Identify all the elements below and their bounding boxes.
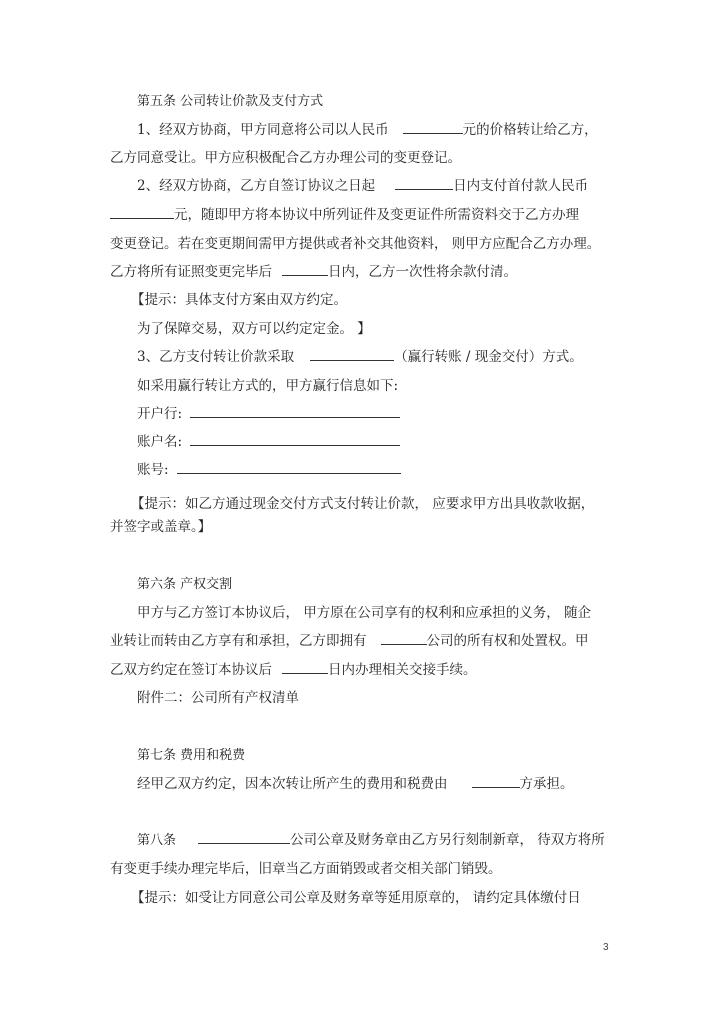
handover-days-blank[interactable] [282, 661, 328, 674]
tip-1-line-1: 【提示：具体支付方案由双方约定。 [131, 292, 347, 308]
article-8-line-1: 第八条 公司公章及财务章由乙方另行刻制新章， 待双方将所 [137, 832, 605, 848]
bank-field: 开户行: [137, 405, 400, 423]
article-5-para-3-line-1: 3、乙方支付转让价款采取 （赢行转账 / 现金交付）方式。 [137, 349, 583, 365]
article-5-para-2-line-2: 元，随即甲方将本协议中所列证件及变更证件所需资料交于乙方办理 [110, 206, 579, 224]
fee-payer-blank[interactable] [472, 775, 520, 788]
article-6-para-line-3: 乙双方约定在签订本协议后 日内办理相关交接手续。 [110, 662, 477, 678]
tip-3-line-1: 【提示：如受让方同意公司公章及财务章等延用原章的， 请约定具体缴付日 [131, 890, 581, 906]
seal-date-blank[interactable] [198, 831, 290, 844]
amount-blank[interactable] [403, 121, 463, 134]
attachment-2: 附件二：公司所有产权清单 [137, 690, 299, 706]
balance-days-blank[interactable] [282, 263, 328, 276]
article-6-para-line-2: 业转让而转由乙方享有和承担，乙方即拥有 公司的所有权和处置权。甲 [110, 633, 589, 649]
company-blank[interactable] [381, 632, 427, 645]
down-payment-blank[interactable] [110, 206, 174, 219]
article-8-heading: 第八条 [137, 833, 177, 848]
article-5-para-3-line-2: 如采用赢行转让方式的，甲方赢行信息如下: [137, 378, 399, 394]
account-number-field: 账号: [137, 461, 401, 479]
account-number-input[interactable] [177, 461, 401, 474]
payment-method-blank[interactable] [310, 348, 394, 361]
article-6-para-line-1: 甲方与乙方签订本协议后， 甲方原在公司享有的权利和应承担的义务， 随企 [137, 605, 592, 621]
article-5-para-2-line-3: 变更登记。若在变更期间需甲方提供或者补交其他资料， 则甲方应配合乙方办理。 [110, 236, 601, 252]
page-number: 3 [603, 942, 609, 953]
tip-2-line-1: 【提示：如乙方通过现金交付方式支付转让价款， 应要求甲方出具收款收据， [131, 496, 595, 512]
article-7-para: 经甲乙双方约定，因本次转让所产生的费用和税费由 方承担。 [137, 776, 574, 792]
article-5-para-1-line-1: 1、经双方协商，甲方同意将公司以人民币 元的价格转让给乙方， [137, 122, 598, 138]
bank-input[interactable] [190, 405, 400, 418]
article-5-para-1-line-2: 乙方同意受让。甲方应积极配合乙方办理公司的变更登记。 [110, 150, 461, 166]
days-blank[interactable] [395, 177, 453, 190]
tip-1-line-2: 为了保障交易，双方可以约定定金。 】 [137, 321, 371, 337]
article-5-para-2-line-4: 乙方将所有证照变更完毕后 日内，乙方一次性将余款付清。 [110, 264, 517, 280]
article-5-heading: 第五条 公司转让价款及支付方式 [137, 94, 324, 109]
article-8-line-2: 有变更手续办理完毕后，旧章当乙方面销毁或者交相关部门销毁。 [110, 861, 502, 877]
article-7-heading: 第七条 费用和税费 [137, 748, 246, 763]
tip-2-line-2: 并签字或盖章。】 [110, 519, 212, 535]
account-name-input[interactable] [190, 433, 400, 446]
article-6-heading: 第六条 产权交割 [137, 577, 233, 592]
article-5-para-2-line-1: 2、经双方协商，乙方自签订协议之日起 日内支付首付款人民币 [137, 178, 589, 194]
account-name-field: 账户名: [137, 433, 400, 451]
